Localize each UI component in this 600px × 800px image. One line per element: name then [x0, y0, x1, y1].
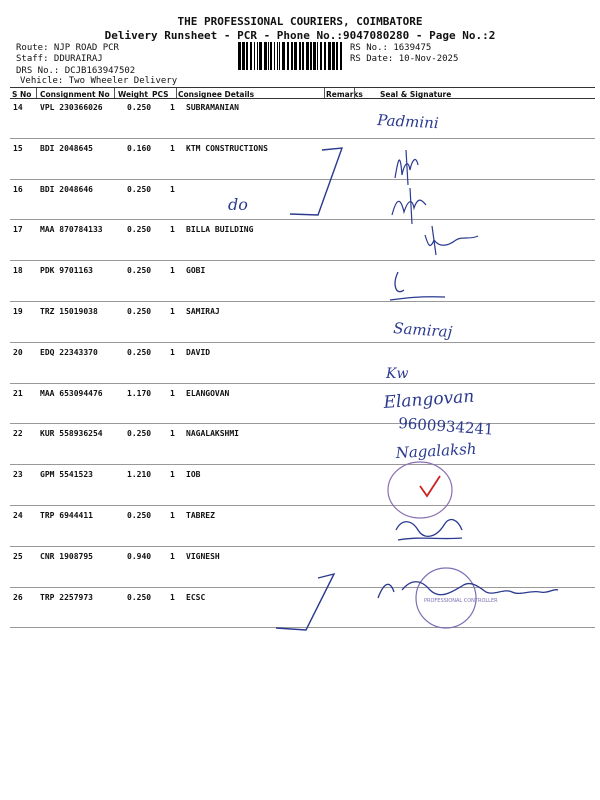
row-consignee: BILLA BUILDING [186, 225, 254, 234]
row-consignee: VIGNESH [186, 552, 220, 561]
row-consignment: MAA 653094476 [40, 389, 103, 398]
row-divider [10, 423, 595, 424]
row-consignee: GOBI [186, 266, 206, 275]
row-sno: 26 [13, 593, 23, 602]
barcode-bar [302, 42, 304, 70]
row-divider [10, 342, 595, 343]
row-weight: 1.170 [127, 389, 152, 398]
barcode-bar [324, 42, 326, 70]
barcode-bar [287, 42, 289, 70]
ditto-note-16: do [228, 195, 248, 214]
row-consignee: DAVID [186, 348, 211, 357]
row-sno: 23 [13, 470, 23, 479]
row-divider [10, 260, 595, 261]
row-weight: 1.210 [127, 470, 152, 479]
red-check-icon [420, 476, 440, 496]
header-bottom-rule [10, 98, 595, 99]
route-label: Route: NJP ROAD PCR [16, 43, 119, 53]
vehicle-label: Vehicle: Two Wheeler Delivery [20, 76, 178, 86]
col-seal-signature: Seal & Signature [380, 90, 452, 99]
barcode-bar [340, 42, 342, 70]
row-divider [10, 627, 595, 628]
col-divider [324, 88, 325, 98]
row-consignment: VPL 230366026 [40, 103, 103, 112]
row-sno: 15 [13, 144, 23, 153]
row-consignment: BDI 2048646 [40, 185, 93, 194]
row-consignee: KTM CONSTRUCTIONS [186, 144, 268, 153]
row-divider [10, 301, 595, 302]
barcode-bar [291, 42, 293, 70]
signature-scribble-24 [396, 520, 462, 540]
row-pcs: 1 [170, 225, 175, 234]
staff-label: Staff: DDURAIRAJ [16, 54, 103, 64]
rs-number: RS No.: 1639475 [350, 43, 432, 53]
row-weight: 0.250 [127, 348, 152, 357]
row-sno: 20 [13, 348, 23, 357]
row-consignment: GPM 5541523 [40, 470, 93, 479]
signature-elangovan: Elangovan [382, 386, 475, 413]
row-weight: 0.250 [127, 511, 152, 520]
handwritten-phone: 9600934241 [397, 414, 495, 439]
row-pcs: 1 [170, 429, 175, 438]
barcode-bar [317, 42, 318, 70]
rs-date: RS Date: 10-Nov-2025 [350, 54, 459, 64]
row-pcs: 1 [170, 511, 175, 520]
barcode-bar [238, 42, 241, 70]
row-pcs: 1 [170, 185, 175, 194]
row-weight: 0.250 [127, 429, 152, 438]
barcode-bar [270, 42, 272, 70]
row-pcs: 1 [170, 103, 175, 112]
row-consignment: EDQ 22343370 [40, 348, 98, 357]
row-sno: 19 [13, 307, 23, 316]
barcode-bar [257, 42, 258, 70]
col-sno: S No [12, 90, 32, 99]
row-pcs: 1 [170, 266, 175, 275]
row-consignment: KUR 558936254 [40, 429, 103, 438]
barcode-bar [250, 42, 252, 70]
row-consignment: TRP 6944411 [40, 511, 93, 520]
row-weight: 0.160 [127, 144, 152, 153]
signature-samiraj: Samiraj [392, 319, 453, 342]
row-pcs: 1 [170, 307, 175, 316]
row-weight: 0.250 [127, 185, 152, 194]
row-sno: 18 [13, 266, 23, 275]
row-divider [10, 383, 595, 384]
row-weight: 0.250 [127, 225, 152, 234]
barcode-bar [254, 42, 255, 70]
row-consignee: ECSC [186, 593, 206, 602]
row-pcs: 1 [170, 348, 175, 357]
row-divider [10, 219, 595, 220]
row-consignment: BDI 2048645 [40, 144, 93, 153]
row-sno: 24 [13, 511, 23, 520]
company-name: THE PROFESSIONAL COURIERS, COIMBATORE [177, 15, 423, 28]
row-pcs: 1 [170, 552, 175, 561]
barcode-bar [310, 42, 312, 70]
row-consignee: NAGALAKSHMI [186, 429, 239, 438]
barcode-bar [294, 42, 297, 70]
row-pcs: 1 [170, 593, 175, 602]
col-consignment: Consignment No [40, 90, 110, 99]
col-divider [176, 88, 177, 98]
row-sno: 16 [13, 185, 23, 194]
row-weight: 0.250 [127, 593, 152, 602]
barcode-bar [306, 42, 309, 70]
row-pcs: 1 [170, 144, 175, 153]
barcode-bar [264, 42, 267, 70]
stamp-text: PROFESSIONAL CONTROLLER [424, 598, 498, 604]
col-divider [36, 88, 37, 98]
seal-stamp-25 [416, 568, 476, 628]
barcode-bar [277, 42, 278, 70]
row-divider [10, 546, 595, 547]
barcode-bar [274, 42, 275, 70]
barcode-bar [279, 42, 280, 70]
row-divider [10, 505, 595, 506]
barcode-bar [320, 42, 322, 70]
row-consignee: ELANGOVAN [186, 389, 230, 398]
row-sno: 22 [13, 429, 23, 438]
check-mark-15-16 [290, 148, 342, 215]
row-sno: 17 [13, 225, 23, 234]
col-consignee: Consignee Details [178, 90, 255, 99]
row-consignment: TRP 2257973 [40, 593, 93, 602]
row-consignment: MAA 870784133 [40, 225, 103, 234]
col-pcs: PCS [152, 90, 169, 99]
barcode-bar [282, 42, 285, 70]
row-consignee: IOB [186, 470, 201, 479]
signature-scribble-17 [425, 226, 478, 255]
barcode-bar [242, 42, 245, 70]
drs-number: DRS No.: DCJB163947502 [16, 66, 136, 76]
row-divider [10, 179, 595, 180]
row-weight: 0.250 [127, 266, 152, 275]
row-divider [10, 587, 595, 588]
barcode-bar [259, 42, 262, 70]
barcode-bar [246, 42, 248, 70]
barcode-bar [328, 42, 331, 70]
col-weight: Weight [118, 90, 148, 99]
signature-scribble-25 [378, 582, 558, 598]
barcode-bar [268, 42, 269, 70]
row-sno: 21 [13, 389, 23, 398]
row-consignee: SUBRAMANIAN [186, 103, 239, 112]
row-sno: 14 [13, 103, 23, 112]
row-weight: 0.940 [127, 552, 152, 561]
signature-padmini: Padmini [376, 111, 440, 133]
row-divider [10, 464, 595, 465]
runsheet-subtitle: Delivery Runsheet - PCR - Phone No.:9047080280 - Page No.:2 [104, 29, 496, 42]
col-remarks: Remarks [326, 90, 363, 99]
row-consignment: TRZ 15019038 [40, 307, 98, 316]
barcode-bar [313, 42, 316, 70]
header-top-rule [10, 87, 595, 88]
barcode [237, 42, 345, 70]
barcode-bar [332, 42, 335, 70]
row-sno: 25 [13, 552, 23, 561]
seal-stamp-23 [388, 462, 452, 518]
row-consignee: SAMIRAJ [186, 307, 220, 316]
row-consignment: PDK 9701163 [40, 266, 93, 275]
row-consignment: CNR 1908795 [40, 552, 93, 561]
signature-nagalakshmi: Nagalaksh [395, 439, 477, 462]
barcode-bar [336, 42, 338, 70]
signature-scribble-18 [390, 272, 445, 300]
barcode-bar [299, 42, 301, 70]
check-mark-25-26 [276, 574, 334, 630]
row-divider [10, 138, 595, 139]
row-weight: 0.250 [127, 307, 152, 316]
row-pcs: 1 [170, 470, 175, 479]
row-weight: 0.250 [127, 103, 152, 112]
row-pcs: 1 [170, 389, 175, 398]
row-consignee: TABREZ [186, 511, 215, 520]
signature-row-20: Kw [386, 366, 409, 382]
col-divider [354, 88, 355, 98]
col-divider [114, 88, 115, 98]
